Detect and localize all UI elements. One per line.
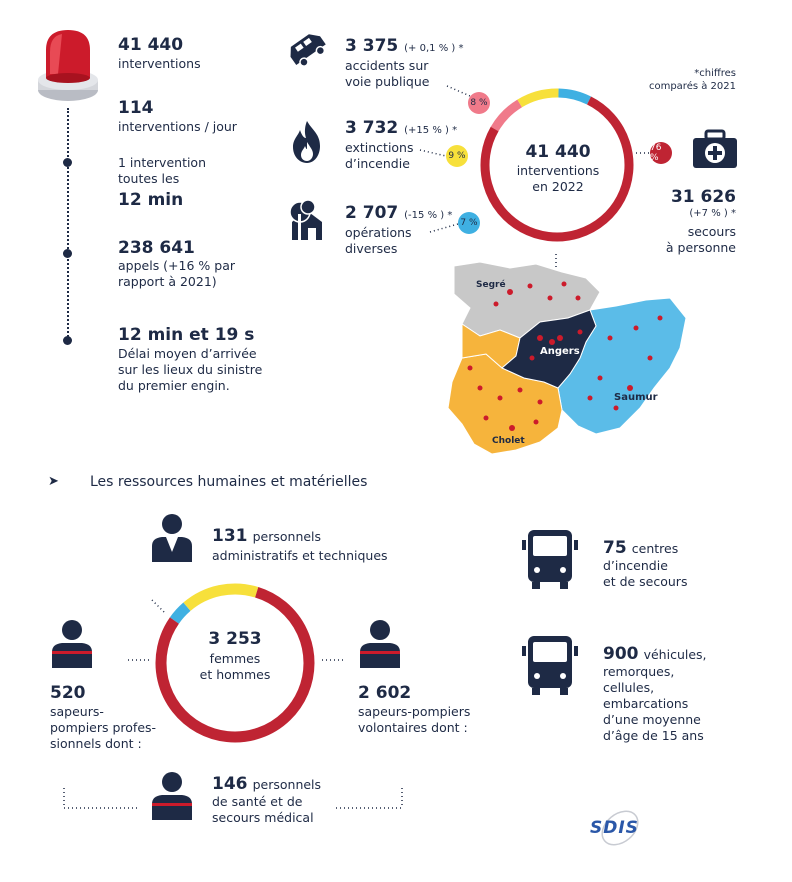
interventions-total-label: interventions xyxy=(118,56,201,71)
volunteers-line1: sapeurs-pompiers xyxy=(358,704,471,719)
volunteers-value: 2 602 xyxy=(358,683,412,703)
secours-change: (+7 % ) * xyxy=(689,208,736,219)
staff-center-line2: et hommes xyxy=(199,667,271,682)
fire-station-truck-icon xyxy=(520,528,580,590)
map-city-segre: Segré xyxy=(476,280,506,290)
accidents-value: 3 375 (+ 0,1 % ) * xyxy=(345,36,464,56)
vehicle-truck-icon xyxy=(520,634,580,696)
calls-line1: appels (+16 % par xyxy=(118,258,235,273)
extinctions-value: 3 732 (+15 % ) * xyxy=(345,118,458,138)
note-line1: *chiffres xyxy=(694,68,736,79)
medical-line2: de santé et de xyxy=(212,794,303,809)
secours-value: 31 626 xyxy=(670,187,736,207)
per-day-label: interventions / jour xyxy=(118,119,237,134)
arrival-line2: sur les lieux du sinistre xyxy=(118,362,263,377)
extinctions-line2: d’incendie xyxy=(345,156,410,171)
centres-text: 75 centres xyxy=(603,538,679,558)
section-title: Les ressources humaines et matérielles xyxy=(90,474,368,490)
donut-center-line2: en 2022 xyxy=(532,179,584,194)
medical-line3: secours médical xyxy=(212,810,314,825)
sdis-logo: SDIS xyxy=(590,818,639,838)
vehicles-line2: remorques, xyxy=(603,664,675,679)
staff-center-line1: femmes xyxy=(209,651,261,666)
pros-line1: sapeurs- xyxy=(50,704,104,719)
badge-extinctions: 9 % xyxy=(446,145,468,167)
professional-firefighter-icon xyxy=(50,618,94,668)
calls-value: 238 641 xyxy=(118,238,195,258)
per-day-value: 114 xyxy=(118,98,154,118)
badge-secours: 76 % xyxy=(650,142,672,164)
map-city-cholet: Cholet xyxy=(492,436,525,446)
accidents-line1: accidents sur xyxy=(345,58,429,73)
pros-line3: sionnels dont : xyxy=(50,736,142,751)
vehicles-line3: cellules, xyxy=(603,680,655,695)
badge-operations: 7 % xyxy=(458,212,480,234)
vehicles-line4: embarcations xyxy=(603,696,689,711)
volunteers-line2: volontaires dont : xyxy=(358,720,468,735)
arrival-line1: Délai moyen d’arrivée xyxy=(118,346,257,361)
note-line2: comparés à 2021 xyxy=(648,81,736,92)
accidents-line2: voie publique xyxy=(345,74,430,89)
centres-line3: et de secours xyxy=(603,574,688,589)
vehicles-text: 900 véhicules, xyxy=(603,644,707,664)
admin-person-icon xyxy=(150,512,194,562)
donut-center-value: 41 440 xyxy=(525,142,591,162)
frequency-line1: 1 intervention xyxy=(118,155,207,170)
vehicles-line5: d’une moyenne xyxy=(603,712,701,727)
admin-text: 131 personnels xyxy=(212,526,322,546)
volunteer-firefighter-icon xyxy=(358,618,402,668)
map-city-angers: Angers xyxy=(540,346,580,357)
section-arrow-icon: ➤ xyxy=(48,474,59,489)
calls-line2: rapport à 2021) xyxy=(118,274,217,289)
operations-line1: opérations xyxy=(345,225,412,240)
secours-line2: à personne xyxy=(665,240,736,255)
medical-person-icon xyxy=(150,770,194,820)
frequency-value: 12 min xyxy=(118,190,184,210)
operations-value: 2 707 (-15 % ) * xyxy=(345,203,453,223)
secours-line1: secours xyxy=(687,224,736,239)
pros-line2: pompiers profes- xyxy=(50,720,157,735)
arrival-line3: du premier engin. xyxy=(118,378,230,393)
donut-center-line1: interventions xyxy=(516,163,600,178)
interventions-total-value: 41 440 xyxy=(118,35,184,55)
staff-center-value: 3 253 xyxy=(208,629,262,649)
admin-line2: administratifs et techniques xyxy=(212,548,388,563)
map-city-saumur: Saumur xyxy=(614,392,658,403)
operations-line2: diverses xyxy=(345,241,398,256)
badge-accidents: 8 % xyxy=(468,92,490,114)
arrival-value: 12 min et 19 s xyxy=(118,325,255,345)
extinctions-line1: extinctions xyxy=(345,140,414,155)
vehicles-line6: d’âge de 15 ans xyxy=(603,728,704,743)
medical-text: 146 personnels xyxy=(212,774,322,794)
frequency-line2: toutes les xyxy=(118,171,180,186)
pros-value: 520 xyxy=(50,683,86,703)
centres-line2: d’incendie xyxy=(603,558,668,573)
